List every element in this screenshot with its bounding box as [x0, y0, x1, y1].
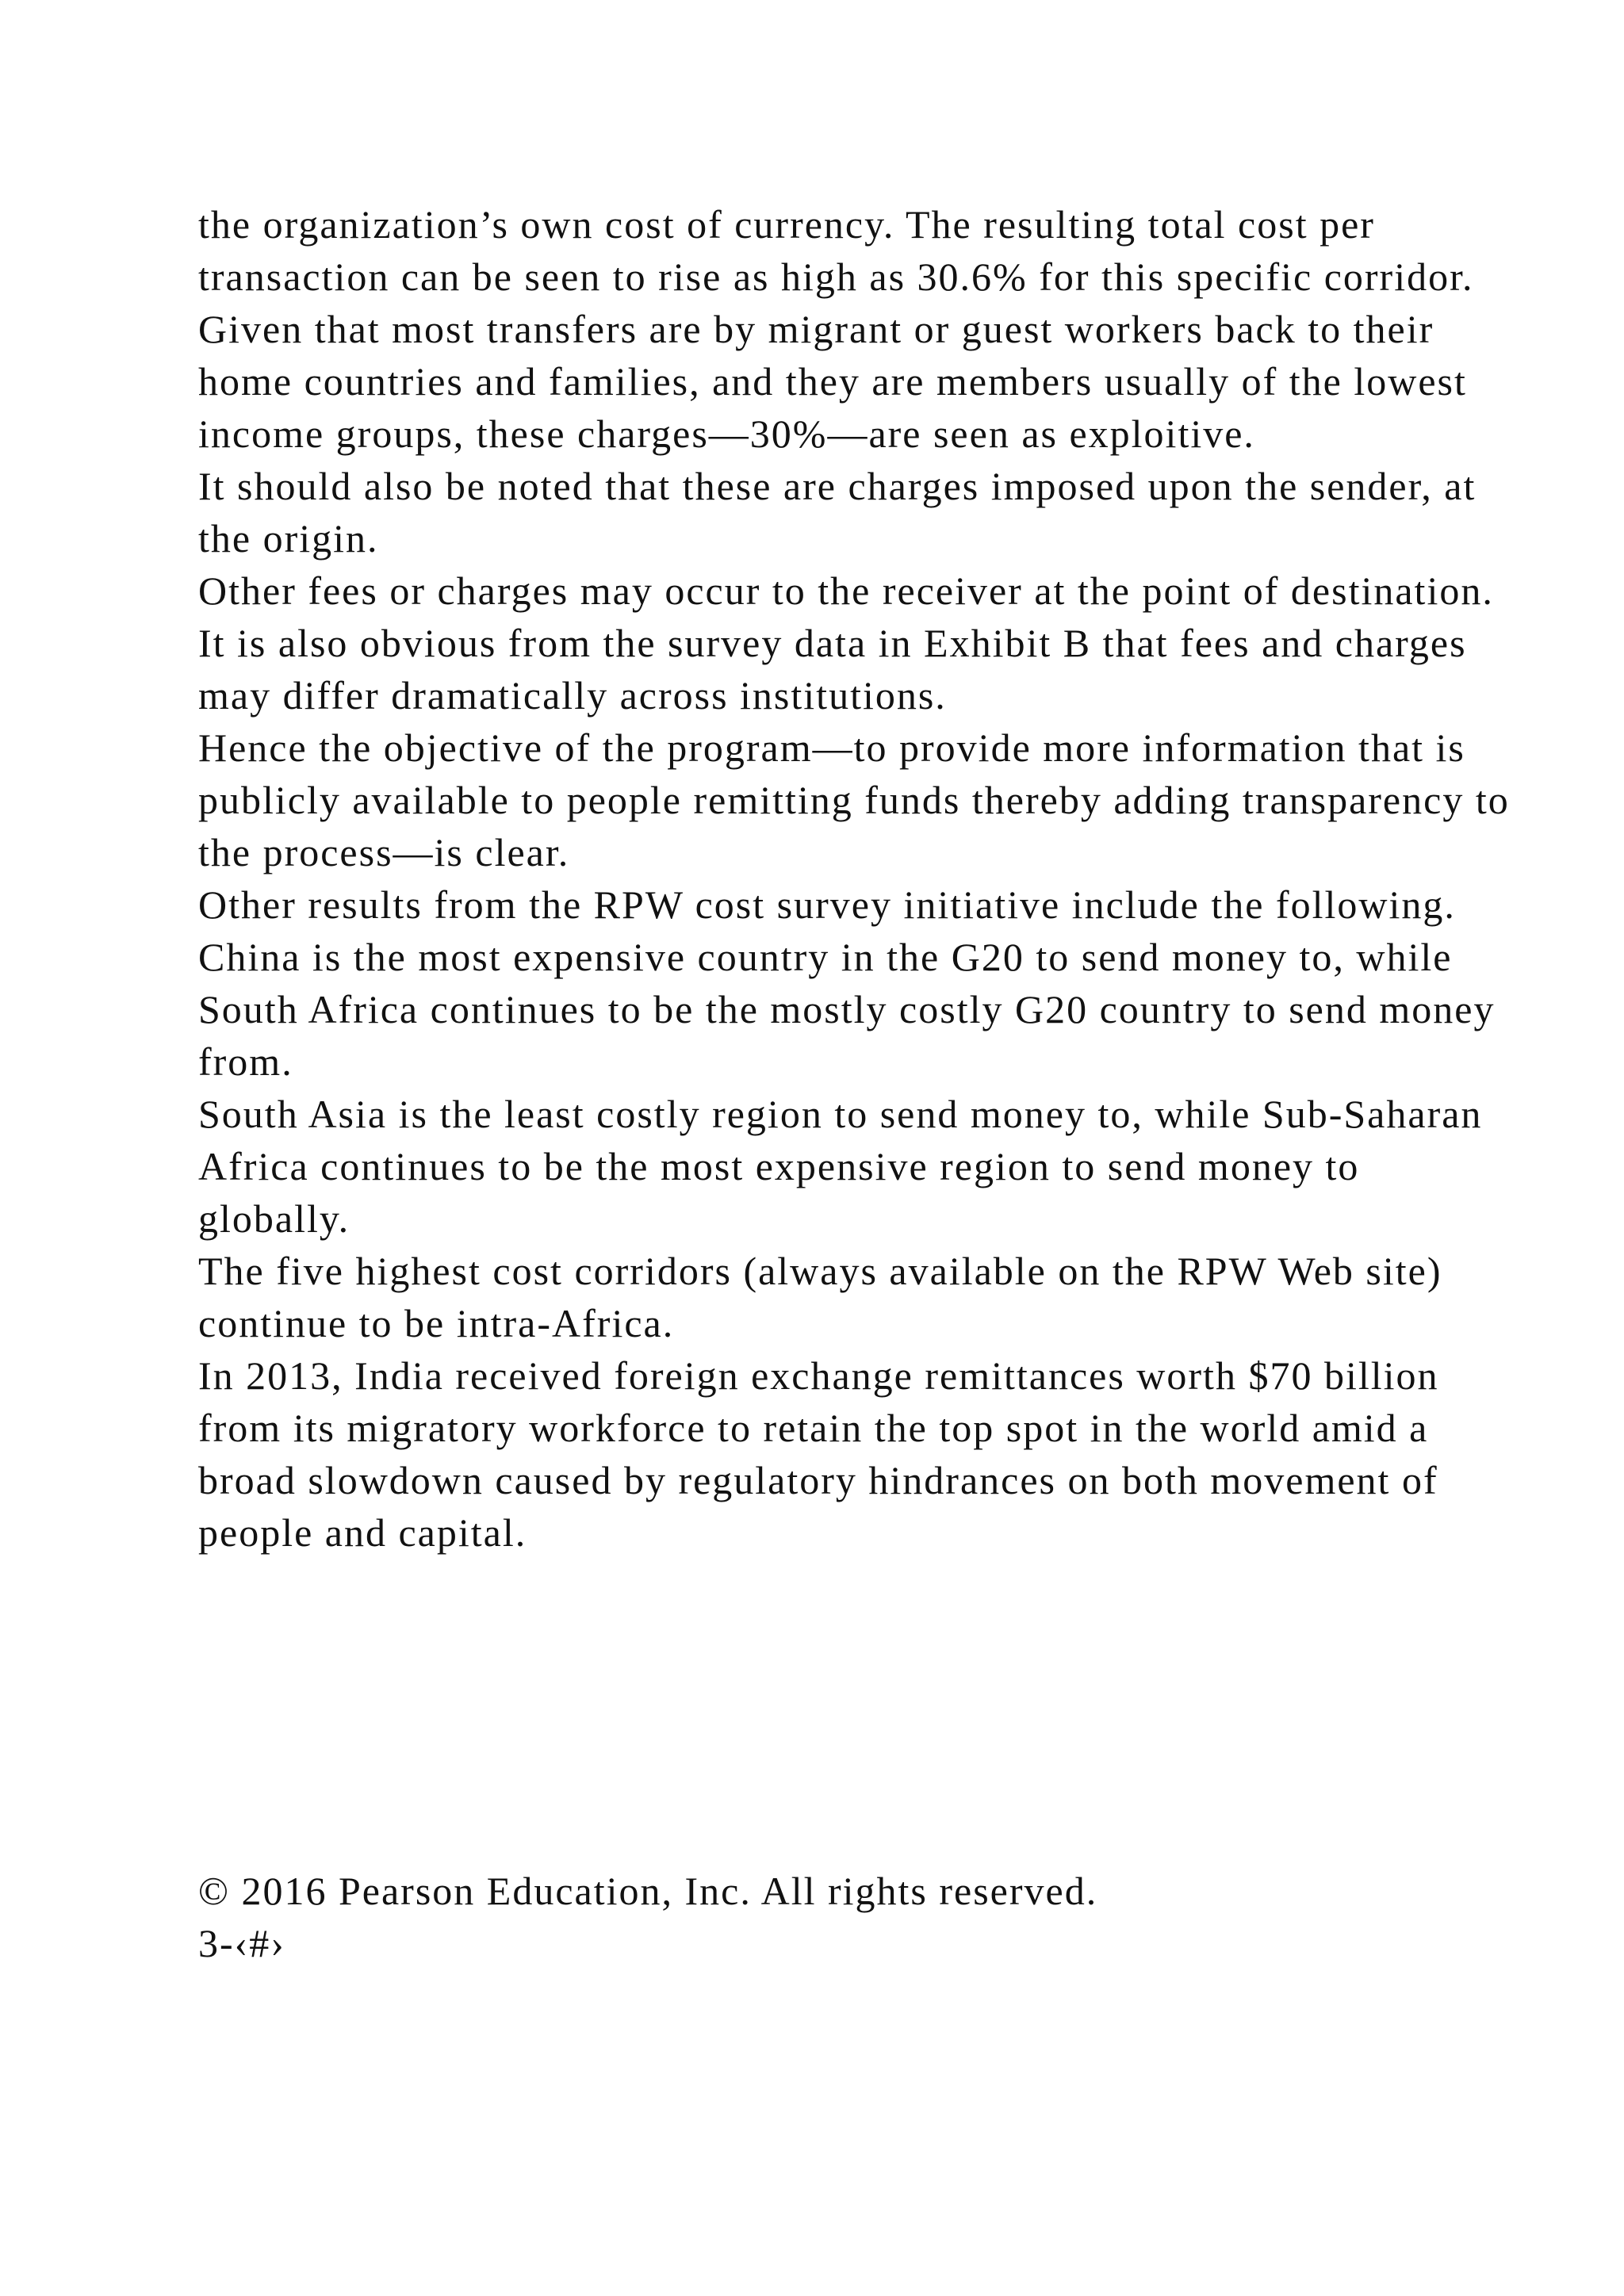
paragraph-10: The five highest cost corridors (always available on the RPW Web site) continue to be intra-Africa.	[198, 1249, 1442, 1345]
paragraph-11: In 2013, India received foreign exchange remittances worth $70 billion from its migratory workforce to retain the top spot in the world amid a broad slowdown caused by regulatory hindrances on both movement of people and capital.	[198, 1353, 1439, 1555]
body-text	[198, 198, 1515, 1559]
paragraph-1: the organization’s own cost of currency. The resulting total cost per transaction can be seen to rise as high as 30.6% for this specific corridor.	[198, 202, 1474, 299]
page-footer	[198, 1865, 1515, 1969]
paragraph-7: Other results from the RPW cost survey initiative include the following.	[198, 882, 1456, 927]
paragraph-6: Hence the objective of the program—to provide more information that is publicly available to people remitting funds thereby adding transparency to the process—is clear.	[198, 725, 1510, 874]
paragraph-4: Other fees or charges may occur to the receiver at the point of destination.	[198, 568, 1494, 613]
paragraph-8: China is the most expensive country in the G20 to send money to, while South Africa continues to be the mostly costly G20 country to send money from.	[198, 935, 1496, 1084]
copyright-notice: © 2016 Pearson Education, Inc. All rights reserved.	[198, 1869, 1098, 1913]
paragraph-9: South Asia is the least costly region to send money to, while Sub-Saharan Africa continues to be the most expensive region to send money to globally.	[198, 1092, 1483, 1241]
paragraph-5: It is also obvious from the survey data in Exhibit B that fees and charges may differ dramatically across institutions.	[198, 621, 1467, 718]
paragraph-3: It should also be noted that these are charges imposed upon the sender, at the origin.	[198, 464, 1477, 561]
paragraph-2: Given that most transfers are by migrant or guest workers back to their home countries and families, and they are members usually of the lowest income groups, these charges—30%—are seen as exploitive.	[198, 307, 1467, 456]
slide-number: 3-‹#›	[198, 1921, 285, 1965]
